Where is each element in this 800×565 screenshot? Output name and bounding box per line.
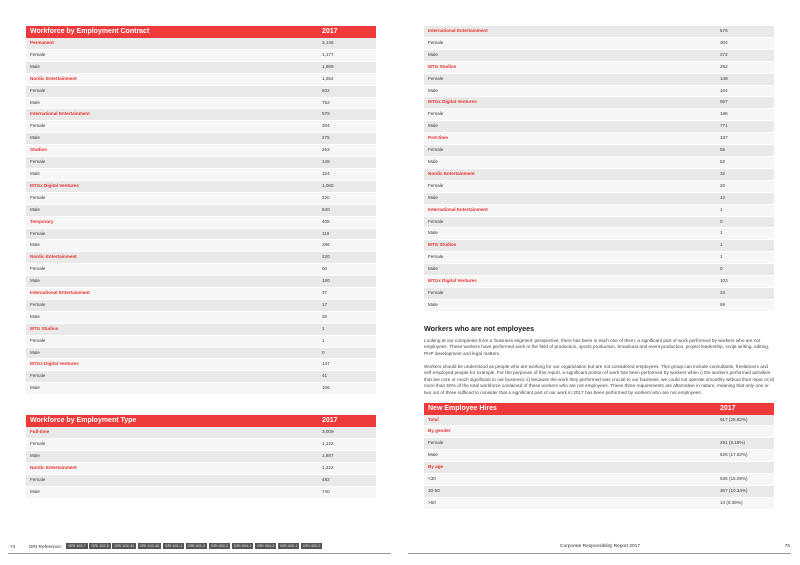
- row-value: 14 (0.39%): [716, 497, 774, 509]
- table-row: [424, 216, 774, 228]
- row-value: 1,060: [318, 180, 376, 192]
- table-header-label: Workforce by Employment Type: [26, 415, 318, 427]
- table-row: [26, 276, 376, 288]
- row-value: 291 (8.19%): [716, 438, 774, 450]
- row-category-label: By age: [424, 462, 716, 474]
- row-value: 957: [716, 97, 774, 109]
- row-value: 275: [318, 133, 376, 145]
- footer-rule-left: [8, 553, 391, 554]
- footer-right: [560, 543, 790, 551]
- row-label: Female: [424, 180, 716, 192]
- row-value: 82: [716, 156, 774, 168]
- row-value: 840: [318, 204, 376, 216]
- table-row: [424, 133, 774, 145]
- table-header-label: Workforce by Employment Contract: [26, 26, 318, 38]
- gri-badge: GRI 404-1: [233, 544, 252, 548]
- row-category-label: MTGx Digital Ventures: [26, 180, 318, 192]
- workers-heading: Workers who are not employees: [424, 323, 535, 333]
- gri-badge: GRI 401-1: [164, 544, 183, 548]
- table-row: [26, 228, 376, 240]
- footer-left: [10, 543, 370, 552]
- row-value: 304: [716, 37, 774, 49]
- table-row: [26, 85, 376, 97]
- row-value: 103: [716, 276, 774, 288]
- row-value: 34: [716, 287, 774, 299]
- table-row: [26, 145, 376, 157]
- table-row: [26, 180, 376, 192]
- row-category-label: MTG Studios: [424, 61, 716, 73]
- row-label: Male: [424, 299, 716, 311]
- row-value: 69: [716, 299, 774, 311]
- row-value: 576: [716, 26, 774, 37]
- row-label: Male: [26, 133, 318, 145]
- table-body: [424, 415, 774, 510]
- row-category-label: Part-time: [424, 133, 716, 145]
- row-label: Female: [424, 145, 716, 157]
- row-label: Male: [424, 85, 716, 97]
- row-value: 253: [318, 145, 376, 157]
- row-value: 502: [318, 85, 376, 97]
- row-label: Male: [424, 156, 716, 168]
- table-row: [424, 61, 774, 73]
- table-row: [424, 180, 774, 192]
- row-value: 186: [716, 109, 774, 121]
- row-value: 1: [716, 252, 774, 264]
- row-category-label: Nordic Entertainment: [26, 73, 318, 85]
- row-value: 160: [318, 276, 376, 288]
- row-value: 0: [716, 264, 774, 276]
- table-row: [424, 485, 774, 497]
- row-label: Female: [26, 264, 318, 276]
- table-row: [26, 486, 376, 498]
- table-row: [424, 450, 774, 462]
- row-category-label: Total: [424, 415, 716, 426]
- row-label: Female: [26, 439, 318, 451]
- gri-badge: GRI 402-2: [210, 544, 229, 548]
- row-value: 17: [318, 299, 376, 311]
- table-row: [424, 37, 774, 49]
- gri-badge-list: [66, 545, 324, 550]
- row-label: Male: [26, 451, 318, 463]
- table-row: [424, 497, 774, 509]
- row-value: 148: [716, 73, 774, 85]
- row-label: Female: [26, 228, 318, 240]
- table-row: [424, 252, 774, 264]
- table-row: [26, 157, 376, 169]
- row-value: 304: [318, 121, 376, 133]
- row-category-label: MTG Studios: [26, 323, 318, 335]
- row-value: 104: [716, 85, 774, 97]
- row-label: Female: [26, 299, 318, 311]
- row-category-label: Permanent: [26, 38, 318, 49]
- table-row: [26, 97, 376, 109]
- table-header-year: 2017: [716, 403, 774, 415]
- table-row: [26, 299, 376, 311]
- row-value: 536 (15.09%): [716, 474, 774, 486]
- row-value: 3,009: [318, 427, 376, 438]
- table-row: [26, 252, 376, 264]
- table-body: [26, 38, 376, 395]
- row-value: 1: [716, 228, 774, 240]
- table-body: [26, 427, 376, 498]
- table-row: [26, 38, 376, 49]
- row-label: Male: [26, 97, 318, 109]
- row-value: 405: [318, 216, 376, 228]
- row-label: Male: [26, 347, 318, 359]
- table-header: [26, 26, 376, 38]
- row-label: Female: [26, 85, 318, 97]
- row-category-label: International Entertainment: [424, 26, 716, 37]
- row-label: Female: [26, 371, 318, 383]
- row-value: 771: [716, 121, 774, 133]
- row-value: 3,146: [318, 38, 376, 49]
- table-row: [424, 204, 774, 216]
- table-row: [26, 451, 376, 463]
- table-row: [424, 49, 774, 61]
- row-label: Male: [424, 192, 716, 204]
- row-value: 1,969: [318, 61, 376, 73]
- row-label: Male: [424, 121, 716, 133]
- table-row: [26, 61, 376, 73]
- row-category-label: Studios: [26, 145, 318, 157]
- row-value: 220: [318, 192, 376, 204]
- table-row: [26, 133, 376, 145]
- row-category-label: Temporary: [26, 216, 318, 228]
- table-row: [424, 121, 774, 133]
- row-category-label: MTG Studios: [424, 240, 716, 252]
- table-row: [424, 168, 774, 180]
- table-row: [424, 156, 774, 168]
- row-value: 32: [716, 168, 774, 180]
- table-row: [424, 240, 774, 252]
- row-value: 37: [318, 288, 376, 300]
- table-row: [26, 264, 376, 276]
- row-value: 1,887: [318, 451, 376, 463]
- row-value: 1: [716, 204, 774, 216]
- row-label: Male: [424, 228, 716, 240]
- row-label: Male: [424, 49, 716, 61]
- gri-badge: GRI 404-3: [256, 544, 275, 548]
- workers-paragraph-1: Looking at our companies from a 'business segment' perspective, there has been in each one of them, a significant part of work performed by workers who are not employees. These workers have performed work in the field of production, sports production, broadcast and event production, project leadership, script writing, editing, PHP development and legal matters.: [424, 337, 770, 356]
- row-value: 20: [318, 311, 376, 323]
- table-row: [26, 474, 376, 486]
- row-value: 286: [318, 240, 376, 252]
- table-row: [424, 462, 774, 474]
- row-label: Female: [26, 49, 318, 61]
- row-category-label: MTGx Digital Ventures: [26, 359, 318, 371]
- row-label: Female: [424, 252, 716, 264]
- row-value: 12: [716, 192, 774, 204]
- row-label: >50: [424, 497, 716, 509]
- table-row: [26, 311, 376, 323]
- row-value: 41: [318, 371, 376, 383]
- row-value: 1: [318, 335, 376, 347]
- row-value: [716, 426, 774, 438]
- table-row: [424, 438, 774, 450]
- row-label: Male: [424, 450, 716, 462]
- footer-rule-right: [408, 553, 791, 554]
- table-row: [424, 85, 774, 97]
- gri-reference-label: GRI Reference:: [28, 545, 63, 550]
- table-row: [26, 427, 376, 438]
- report-title: Corporate Responsibility Report 2017: [560, 544, 640, 549]
- row-value: [716, 462, 774, 474]
- table-body: [424, 26, 774, 311]
- row-value: 752: [318, 97, 376, 109]
- right-page: [424, 26, 774, 510]
- row-label: Female: [424, 287, 716, 299]
- row-value: 106: [318, 383, 376, 395]
- table-row: [26, 73, 376, 85]
- row-label: Female: [26, 474, 318, 486]
- row-category-label: Nordic Entertainment: [26, 252, 318, 264]
- row-label: Male: [26, 204, 318, 216]
- row-value: 252: [716, 61, 774, 73]
- row-value: 1,122: [318, 439, 376, 451]
- table-row: [424, 73, 774, 85]
- row-category-label: Full-time: [26, 427, 318, 438]
- gri-badge: GRI 405-2: [302, 544, 321, 548]
- table-row: [26, 371, 376, 383]
- row-value: 1,222: [318, 462, 376, 474]
- table-row: [424, 415, 774, 426]
- row-value: 272: [716, 49, 774, 61]
- table-row: [424, 264, 774, 276]
- row-value: 55: [716, 145, 774, 157]
- table-row: [424, 26, 774, 37]
- row-value: 1: [716, 240, 774, 252]
- row-label: Female: [424, 216, 716, 228]
- row-label: Male: [26, 240, 318, 252]
- workforce-type-table-continued: [424, 26, 774, 312]
- row-value: 367 (10.34%): [716, 485, 774, 497]
- row-label: Male: [26, 383, 318, 395]
- row-value: 579: [318, 109, 376, 121]
- table-header-year: 2017: [318, 26, 376, 38]
- row-label: Female: [424, 37, 716, 49]
- table-row: [26, 240, 376, 252]
- table-row: [424, 276, 774, 288]
- page-number-right: 75: [784, 544, 790, 549]
- row-label: Male: [26, 168, 318, 180]
- table-row: [424, 299, 774, 311]
- table-row: [26, 383, 376, 395]
- row-value: 119: [318, 228, 376, 240]
- workers-paragraph-2: Workers should be understood as people who are working for our organization but are not considered employees. This group can include consultants, freelancers and self-employed people for example. For the purposes of this report, a significant portion of work has been performed by workers when i) the workers performed activities that are core or much significant to our business; ii) because the work they performed was crucial to our business, we could not operate smoothly without their input or;iii) more than 50% of the total workforce contained of these workers who are not employees. These three requirements are alternative in nature, meaning that only one or two out of three sufficed to consider that a significant part of our work in 2017 has been performed by workers who are not employees.: [424, 363, 775, 395]
- row-category-label: MTGx Digital Ventures: [424, 97, 716, 109]
- row-value: 104: [318, 168, 376, 180]
- row-value: 1: [318, 323, 376, 335]
- table-row: [424, 426, 774, 438]
- row-value: 0: [716, 216, 774, 228]
- table-row: [26, 347, 376, 359]
- row-label: 30-50: [424, 485, 716, 497]
- row-label: <30: [424, 474, 716, 486]
- table-row: [424, 474, 774, 486]
- table-row: [26, 109, 376, 121]
- gri-badge: GRI 102-8: [91, 544, 109, 548]
- gri-badge: GRI 401-3: [187, 544, 206, 548]
- table-header-label: New Employee Hires: [424, 403, 716, 415]
- left-page: [26, 26, 376, 499]
- table-row: [26, 168, 376, 180]
- row-label: Female: [26, 157, 318, 169]
- row-category-label: International Entertainment: [26, 288, 318, 300]
- table-row: [26, 323, 376, 335]
- row-label: Female: [424, 109, 716, 121]
- table-row: [424, 97, 774, 109]
- page-number-left: 74: [10, 545, 16, 550]
- row-value: 20: [716, 180, 774, 192]
- row-value: 740: [318, 486, 376, 498]
- table-row: [424, 228, 774, 240]
- table-row: [26, 288, 376, 300]
- table-row: [424, 192, 774, 204]
- row-value: 1,177: [318, 49, 376, 61]
- row-value: 149: [318, 157, 376, 169]
- table-row: [26, 359, 376, 371]
- table-row: [26, 121, 376, 133]
- table-header: [424, 403, 774, 415]
- row-category-label: International Entertainment: [26, 109, 318, 121]
- table-row: [26, 439, 376, 451]
- table-row: [424, 109, 774, 121]
- row-label: Male: [26, 276, 318, 288]
- table-row: [26, 216, 376, 228]
- row-value: 0: [318, 347, 376, 359]
- table-row: [26, 335, 376, 347]
- row-category-label: By gender: [424, 426, 716, 438]
- table-row: [26, 49, 376, 61]
- row-value: 220: [318, 252, 376, 264]
- row-value: 917 (25.82%): [716, 415, 774, 426]
- row-category-label: Nordic Entertainment: [424, 168, 716, 180]
- gri-badge: GRI 102-41: [114, 544, 135, 548]
- table-row: [26, 192, 376, 204]
- gri-badge: GRI 102-48: [139, 544, 160, 548]
- row-value: 482: [318, 474, 376, 486]
- row-label: Male: [26, 486, 318, 498]
- row-label: Female: [26, 121, 318, 133]
- row-label: Male: [26, 311, 318, 323]
- gri-badge: GRI 405-1: [279, 544, 298, 548]
- row-category-label: MTGx Digital Ventures: [424, 276, 716, 288]
- row-value: 137: [716, 133, 774, 145]
- row-value: 1,254: [318, 73, 376, 85]
- table-row: [424, 287, 774, 299]
- row-label: Female: [26, 335, 318, 347]
- table-header: [26, 415, 376, 427]
- row-category-label: International Entertainment: [424, 204, 716, 216]
- row-category-label: Nordic Entertainment: [26, 462, 318, 474]
- row-label: Female: [424, 438, 716, 450]
- table-row: [26, 462, 376, 474]
- workforce-type-table: [26, 415, 376, 498]
- row-value: 626 (17.63%): [716, 450, 774, 462]
- row-label: Female: [26, 192, 318, 204]
- workforce-contract-table: [26, 26, 376, 395]
- row-label: Female: [424, 73, 716, 85]
- new-hires-table: [424, 403, 774, 510]
- row-value: 147: [318, 359, 376, 371]
- table-row: [424, 145, 774, 157]
- table-header-year: 2017: [318, 415, 376, 427]
- table-row: [26, 204, 376, 216]
- gri-badge: GRI 102-7: [68, 544, 86, 548]
- row-value: 60: [318, 264, 376, 276]
- row-label: Male: [424, 264, 716, 276]
- row-label: Male: [26, 61, 318, 73]
